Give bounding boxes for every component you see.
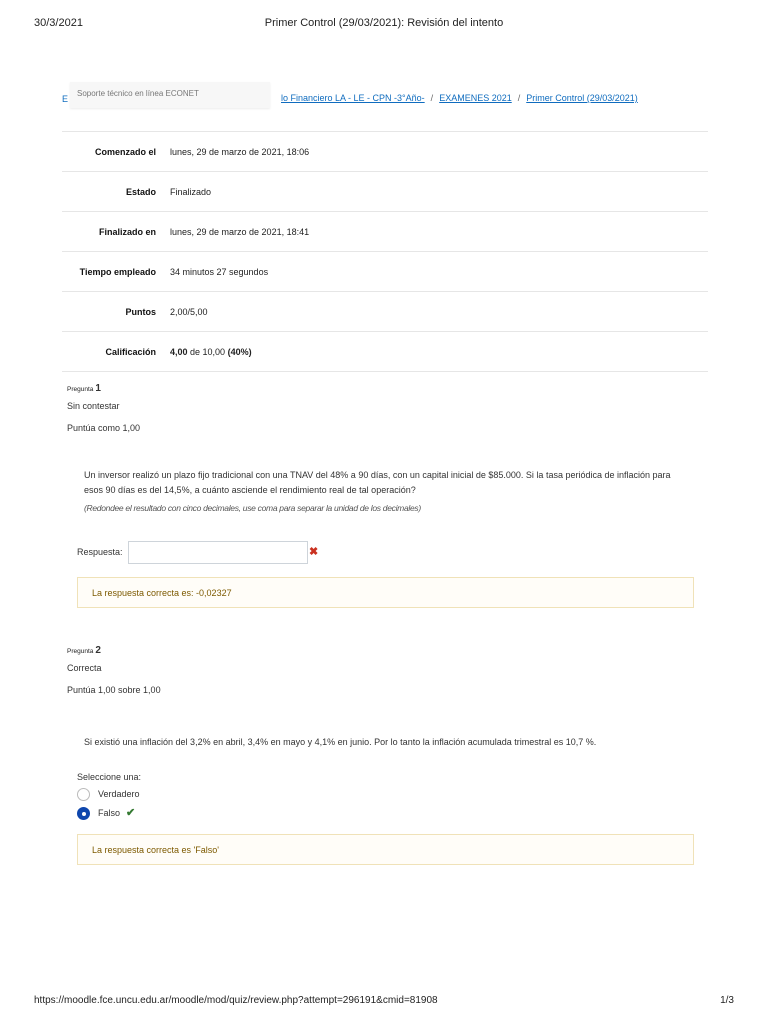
summary-label: Puntos [125, 306, 156, 317]
print-date: 30/3/2021 [34, 17, 83, 29]
question-2-text [84, 735, 684, 750]
summary-value: lunes, 29 de marzo de 2021, 18:06 [170, 146, 310, 157]
radio-unselected[interactable] [77, 788, 90, 801]
summary-row-state [62, 172, 708, 212]
question-number: 2 [95, 645, 101, 656]
summary-value: 34 minutos 27 segundos [170, 266, 269, 277]
summary-row-finished [62, 212, 708, 252]
choice-verdadero[interactable] [77, 785, 141, 804]
summary-row-points [62, 292, 708, 332]
question-2-feedback: La respuesta correcta es 'Falso' [77, 834, 694, 865]
grade-percent: (40%) [227, 346, 252, 357]
question-1-text [84, 468, 684, 516]
summary-label: Calificación [105, 346, 156, 357]
print-page-number: 1/3 [720, 995, 734, 1006]
summary-row-time-taken [62, 252, 708, 292]
choice-prompt: Seleccione una: [77, 772, 142, 782]
question-number: 1 [95, 383, 101, 394]
question-state: Correcta [67, 663, 102, 673]
print-footer [34, 995, 734, 1009]
question-label: Pregunta [67, 648, 94, 655]
correct-icon: ✔ [126, 807, 136, 819]
breadcrumb-exams-link[interactable]: EXAMENES 2021 [439, 93, 512, 103]
grade-value [170, 332, 708, 372]
summary-value: 2,00/5,00 [170, 306, 208, 317]
question-text: Si existió una inflación del 3,2% en abril, 3,4% en mayo y 4,1% en junio. Por lo tanto la inflación acumulada trimestral es 10,7 %. [84, 737, 597, 747]
print-title: Primer Control (29/03/2021): Revisión del intento [264, 17, 504, 29]
choice-label: Verdadero [98, 789, 140, 799]
grade-score: 4,00 [170, 346, 188, 357]
summary-label: Comenzado el [94, 146, 156, 157]
answer-input[interactable] [128, 541, 308, 564]
question-state: Sin contestar [67, 401, 120, 411]
summary-value: Finalizado [170, 186, 212, 197]
summary-label: Estado [125, 186, 156, 197]
breadcrumb [62, 88, 708, 110]
question-2-info [67, 645, 161, 695]
summary-label: Finalizado en [98, 226, 156, 237]
question-grade: Puntúa 1,00 sobre 1,00 [67, 685, 161, 695]
question-1-feedback: La respuesta correcta es: -0,02327 [77, 577, 694, 608]
question-2-choices [77, 772, 141, 823]
question-grade: Puntúa como 1,00 [67, 423, 141, 433]
choice-falso[interactable] [77, 804, 141, 823]
radio-selected[interactable] [77, 807, 90, 820]
grade-middle: de 10,00 [187, 346, 228, 357]
question-1-info [67, 383, 140, 433]
choice-label: Falso [98, 808, 121, 818]
summary-row-grade [62, 332, 708, 372]
breadcrumb-separator: / [517, 93, 521, 103]
question-label: Pregunta [67, 386, 94, 393]
breadcrumb-course-link[interactable]: lo Financiero LA - LE - CPN -3°Año- [281, 93, 425, 103]
breadcrumb-cut-link[interactable]: E [62, 94, 69, 104]
breadcrumb-quiz-link[interactable]: Primer Control (29/03/2021) [526, 93, 638, 103]
answer-label: Respuesta: [77, 547, 123, 557]
summary-value: lunes, 29 de marzo de 2021, 18:41 [170, 226, 310, 237]
breadcrumb-trail [281, 93, 638, 103]
summary-row-started [62, 132, 708, 172]
question-hint: (Redondee el resultado con cinco decimales, use coma para separar la unidad de los decimales) [84, 503, 421, 513]
summary-label: Tiempo empleado [79, 266, 156, 277]
question-text: Un inversor realizó un plazo fijo tradicional con una TNAV del 48% a 90 días, con un capital inicial de $85.000. Si la tasa periódica de inflación para esos 90 días es del 14,5%, a cuánto asciende el rendimiento real de tal operación? [84, 470, 671, 495]
support-tooltip: Soporte técnico en línea ECONET [70, 82, 270, 108]
print-url: https://moodle.fce.uncu.edu.ar/moodle/mod/quiz/review.php?attempt=296191&cmid=81908 [34, 995, 438, 1006]
breadcrumb-separator: / [430, 93, 434, 103]
attempt-summary-table [62, 131, 708, 372]
print-header [34, 17, 734, 31]
incorrect-icon: ✖ [309, 546, 319, 558]
